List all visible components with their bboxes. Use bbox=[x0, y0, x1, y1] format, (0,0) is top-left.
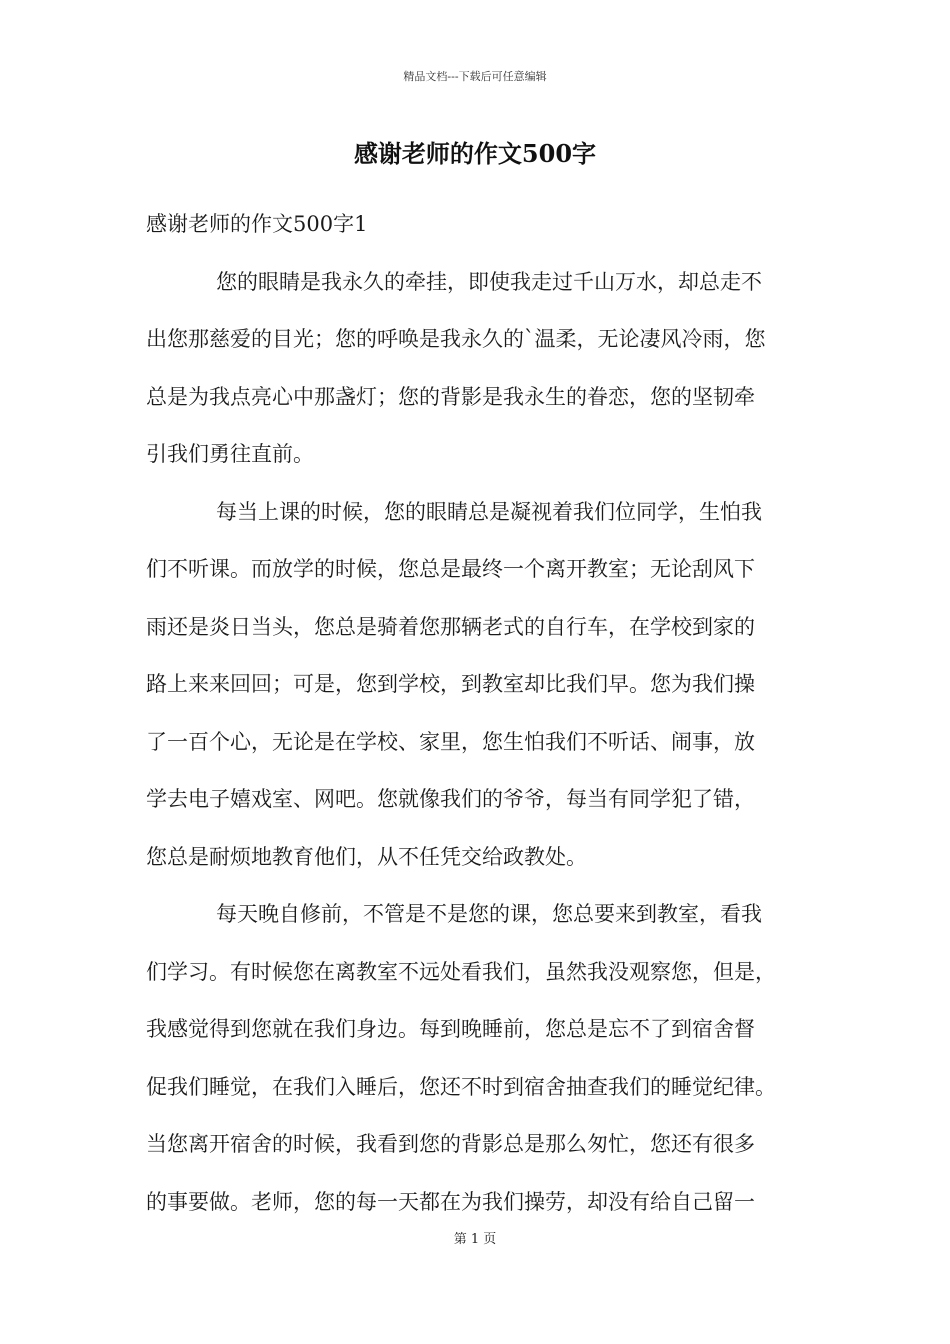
text-line: 们不听课。而放学的时候，您总是最终一个离开教室；无论刮风下 bbox=[146, 557, 755, 581]
text-line: 引我们勇往直前。 bbox=[146, 442, 314, 466]
text-line: 学去电子嬉戏室、网吧。您就像我们的爷爷，每当有同学犯了错， bbox=[146, 787, 755, 811]
text-line: 我感觉得到您就在我们身边。每到晚睡前，您总是忘不了到宿舍督 bbox=[146, 1017, 755, 1041]
text-line: 感谢老师的作文500字1 bbox=[146, 212, 368, 236]
document-title: 感谢老师的作文500字 bbox=[353, 139, 597, 168]
header-note: 精品文档---下载后可任意编辑 bbox=[403, 70, 547, 83]
text-line: 当您离开宿舍的时候，我看到您的背影总是那么匆忙，您还有很多 bbox=[146, 1132, 755, 1156]
text-line: 您总是耐烦地教育他们，从不任凭交给政教处。 bbox=[146, 844, 587, 869]
text-line: 您的眼睛是我永久的牵挂，即使我走过千山万水，却总走不 bbox=[216, 269, 762, 294]
text-line: 总是为我点亮心中那盏灯；您的背影是我永生的眷恋，您的坚韧牵 bbox=[146, 384, 755, 409]
text-line: 路上来来回回；可是，您到学校，到教室却比我们早。您为我们操 bbox=[146, 672, 755, 696]
text-line: 雨还是炎日当头，您总是骑着您那辆老式的自行车，在学校到家的 bbox=[146, 614, 755, 639]
page-number: 第 1 页 bbox=[453, 1232, 497, 1247]
text-line: 出您那慈爱的目光；您的呼唤是我永久的`温柔，无论凄风冷雨，您 bbox=[146, 327, 766, 351]
text-line: 促我们睡觉，在我们入睡后，您还不时到宿舍抽查我们的睡觉纪律。 bbox=[146, 1074, 776, 1099]
document-body bbox=[146, 208, 812, 1243]
text-line: 们学习。有时候您在离教室不远处看我们，虽然我没观察您，但是， bbox=[146, 959, 776, 984]
text-line: 了一百个心，无论是在学校、家里，您生怕我们不听话、闹事，放 bbox=[146, 729, 755, 754]
text-line: 每天晚自修前，不管是不是您的课，您总要来到教室，看我 bbox=[216, 902, 762, 926]
text-line: 每当上课的时候，您的眼睛总是凝视着我们位同学，生怕我 bbox=[216, 499, 762, 524]
text-line: 的事要做。老师，您的每一天都在为我们操劳，却没有给自己留一 bbox=[146, 1189, 755, 1214]
